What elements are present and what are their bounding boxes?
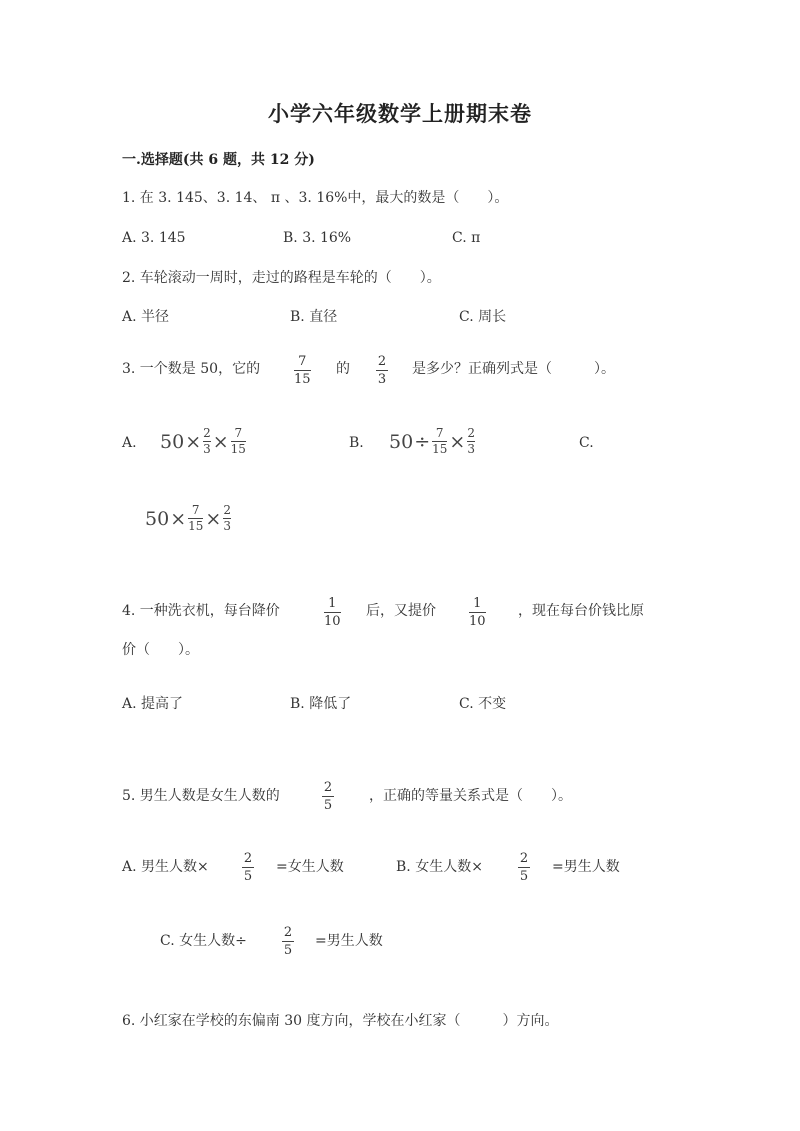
expr-fraction: 2 3	[467, 426, 475, 456]
expr-number: 50	[389, 430, 414, 453]
expr-fraction: 7 15	[432, 426, 448, 456]
expr-operator: ×	[185, 430, 202, 453]
expr-number: 50	[160, 430, 185, 453]
q2-option-a: A. 半径	[122, 309, 170, 325]
q1-option-a: A. 3. 145	[122, 230, 186, 246]
q3-fraction-2-denominator: 3	[377, 372, 387, 387]
question-3-mid: 的	[336, 361, 350, 377]
expr-operator: ÷	[414, 430, 431, 453]
q4-option-a: A. 提高了	[122, 696, 184, 712]
q3-fraction-2	[376, 354, 388, 387]
q4-fraction-1	[324, 596, 341, 629]
q2-option-c: C. 周长	[459, 309, 507, 325]
q4-option-b: B. 降低了	[290, 696, 352, 712]
q3-fraction-2-numerator: 2	[377, 354, 387, 369]
expr-operator: ×	[212, 430, 229, 453]
q3-option-b-expression	[389, 427, 476, 456]
q4-fraction-2-numerator: 1	[473, 596, 482, 611]
q5-option-b-post: =男生人数	[552, 859, 620, 875]
question-4-text: 4. 一种洗衣机，每台降价	[122, 603, 280, 619]
q5-option-a-post: =女生人数	[276, 859, 344, 875]
expr-number: 50	[145, 507, 170, 530]
expr-fraction: 2 3	[203, 426, 211, 456]
q5-option-b-pre: B. 女生人数×	[396, 859, 483, 875]
question-3-post: 是多少？正确列式是（ ）。	[412, 361, 615, 377]
q1-option-c: C. π	[452, 230, 481, 246]
q4-fraction-1-numerator: 1	[328, 596, 337, 611]
q3-option-c-expression	[145, 504, 232, 533]
q5-option-c-fraction: 2 5	[283, 925, 293, 958]
question-2: 2. 车轮滚动一周时，走过的路程是车轮的（ ）。	[122, 270, 441, 286]
question-1: 1. 在 3. 145、3. 14、 π 、3. 16%中，最大的数是（ ）。	[122, 190, 509, 206]
q5-fraction	[322, 780, 334, 813]
q5-option-b-fraction: 2 5	[519, 851, 529, 884]
question-4-post: ，现在每台价钱比原	[518, 603, 644, 619]
section-heading: 一.选择题(共 6 题，共 12 分)	[122, 152, 315, 168]
q3-fraction-1-numerator: 7	[298, 354, 307, 369]
q1-option-b: B. 3. 16%	[283, 230, 352, 246]
expr-fraction: 7 15	[188, 503, 204, 533]
q4-fraction-1-denominator: 10	[324, 614, 341, 629]
q3-option-b-label: B.	[349, 435, 364, 451]
q5-option-c-pre: C. 女生人数÷	[160, 933, 247, 949]
expr-operator: ×	[205, 507, 222, 530]
expr-operator: ×	[449, 430, 466, 453]
q5-fraction-denominator: 5	[323, 798, 333, 813]
question-6: 6. 小红家在学校的东偏南 30 度方向，学校在小红家（ ）方向。	[122, 1013, 559, 1029]
question-4-line2: 价（ ）。	[122, 642, 199, 658]
q4-option-c: C. 不变	[459, 696, 507, 712]
expr-operator: ×	[170, 507, 187, 530]
expr-fraction: 7 15	[230, 426, 246, 456]
q3-fraction-1	[294, 354, 311, 387]
q3-option-a-expression	[160, 427, 247, 456]
question-4-mid: 后，又提价	[366, 603, 436, 619]
page-title: 小学六年级数学上册期末卷	[268, 101, 532, 126]
question-3-text: 3. 一个数是 50，它的	[122, 361, 261, 377]
q4-fraction-2	[469, 596, 486, 629]
q5-fraction-numerator: 2	[323, 780, 333, 795]
expr-fraction: 2 3	[223, 503, 231, 533]
q3-option-c-label: C.	[579, 435, 594, 451]
q3-option-a-label: A.	[122, 435, 137, 451]
question-5-text: 5. 男生人数是女生人数的	[122, 788, 280, 804]
q5-option-c-post: =男生人数	[315, 933, 383, 949]
q5-option-a-pre: A. 男生人数×	[122, 859, 209, 875]
question-5-post: ，正确的等量关系式是（ ）。	[369, 788, 572, 804]
q5-option-a-fraction: 2 5	[243, 851, 253, 884]
q2-option-b: B. 直径	[290, 309, 338, 325]
q4-fraction-2-denominator: 10	[469, 614, 486, 629]
q3-fraction-1-denominator: 15	[294, 372, 311, 387]
